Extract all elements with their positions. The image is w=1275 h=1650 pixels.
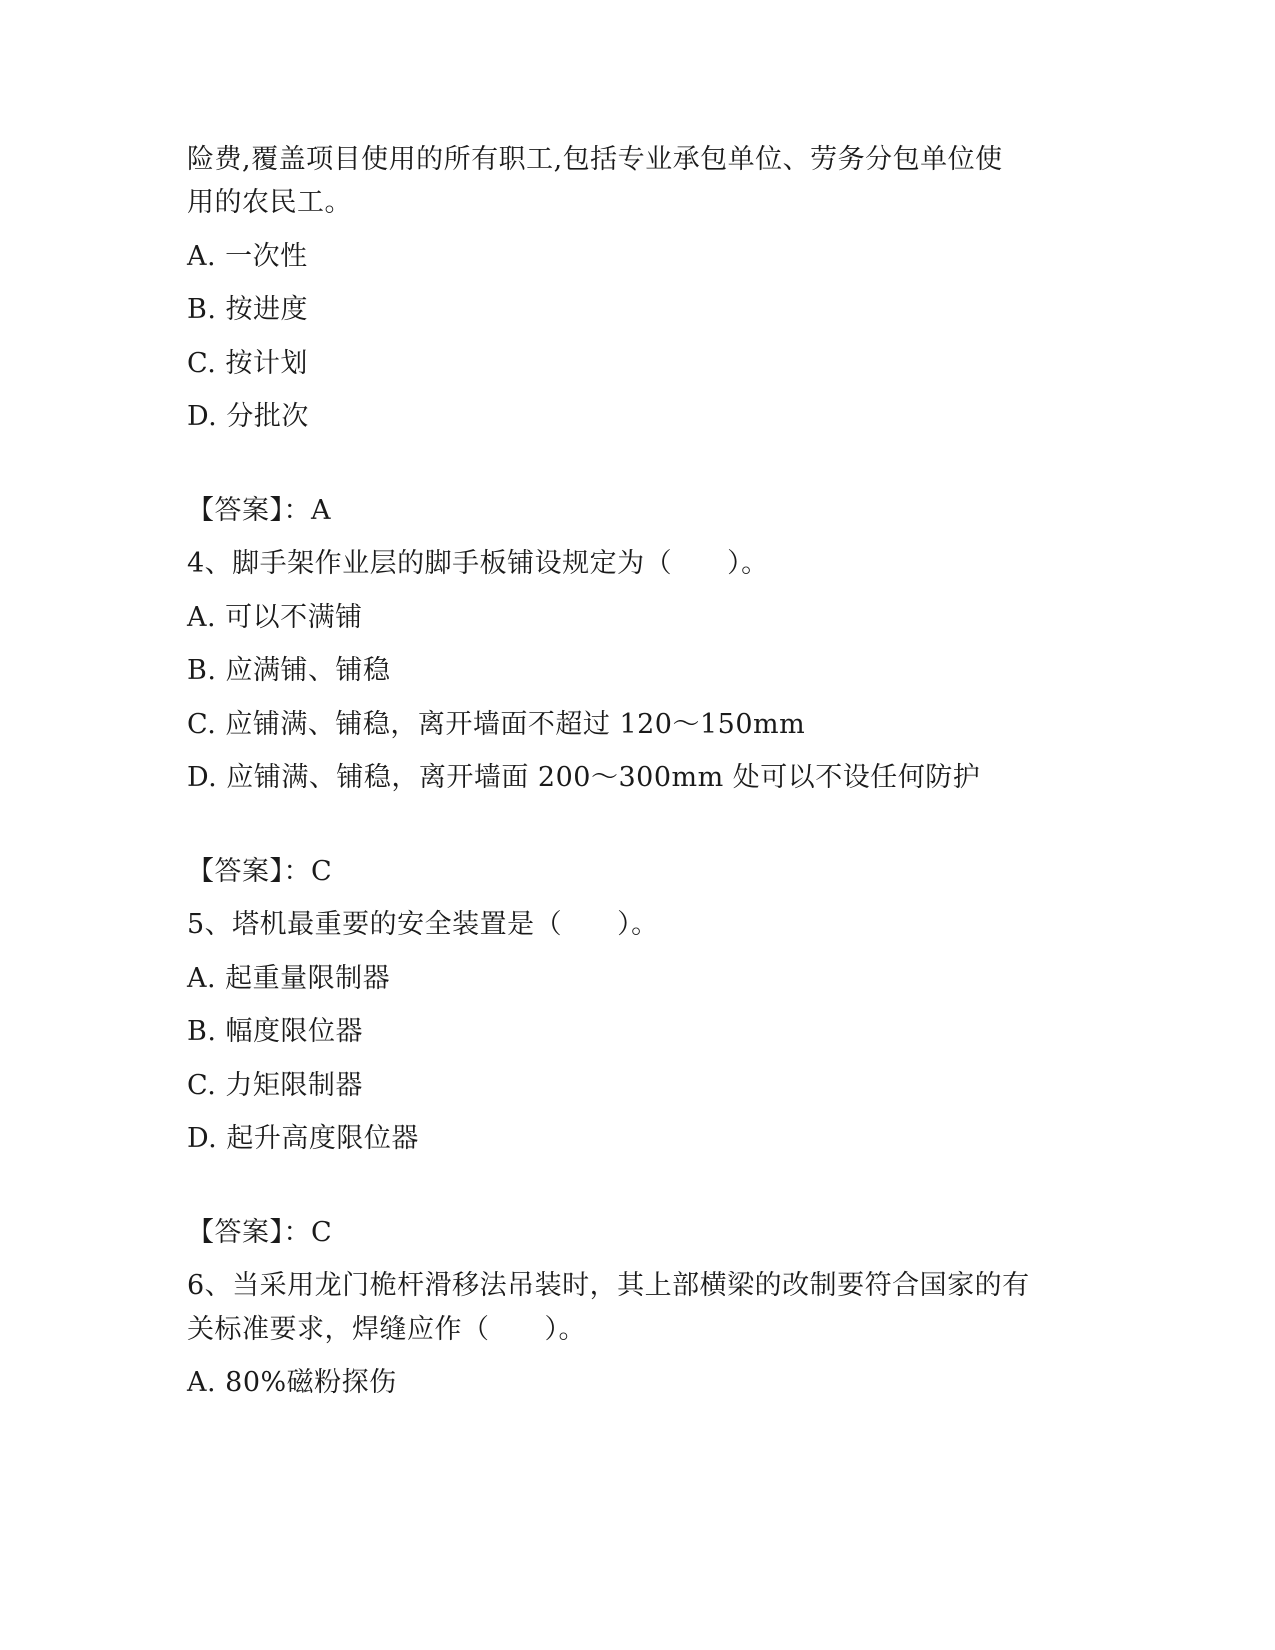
q4-option-a: A. 可以不满铺: [187, 602, 363, 633]
question-6-stem-line-2: 关标准要求，焊缝应作（ ）。: [187, 1314, 586, 1345]
q5-option-d: D. 起升高度限位器: [187, 1123, 419, 1154]
option-d: D. 分批次: [187, 401, 309, 432]
q4-option-b: B. 应满铺、铺稳: [187, 655, 391, 686]
q4-option-c: C. 应铺满、铺稳，离开墙面不超过 120～150mm: [187, 709, 806, 740]
option-c: C. 按计划: [187, 348, 308, 379]
q5-option-a: A. 起重量限制器: [187, 963, 391, 994]
option-a: A. 一次性: [187, 241, 308, 272]
q4-option-d: D. 应铺满、铺稳，离开墙面 200～300mm 处可以不设任何防护: [187, 762, 981, 793]
q5-option-b: B. 幅度限位器: [187, 1016, 364, 1047]
q5-answer: 【答案】：C: [187, 1217, 333, 1248]
option-b: B. 按进度: [187, 294, 309, 325]
q5-option-c: C. 力矩限制器: [187, 1070, 363, 1101]
q4-answer: 【答案】：C: [187, 856, 333, 887]
answer-line: 【答案】：A: [187, 495, 331, 526]
question-4-stem: 4、脚手架作业层的脚手板铺设规定为（ ）。: [187, 548, 769, 579]
question-continuation-line-2: 用的农民工。: [187, 187, 352, 218]
question-5-stem: 5、塔机最重要的安全装置是（ ）。: [187, 909, 659, 940]
question-6-stem-line-1: 6、当采用龙门桅杆滑移法吊装时，其上部横梁的改制要符合国家的有: [187, 1270, 1030, 1301]
q6-option-a: A. 80%磁粉探伤: [187, 1367, 397, 1398]
question-continuation-line-1: 险费,覆盖项目使用的所有职工,包括专业承包单位、劳务分包单位使: [187, 144, 1003, 175]
